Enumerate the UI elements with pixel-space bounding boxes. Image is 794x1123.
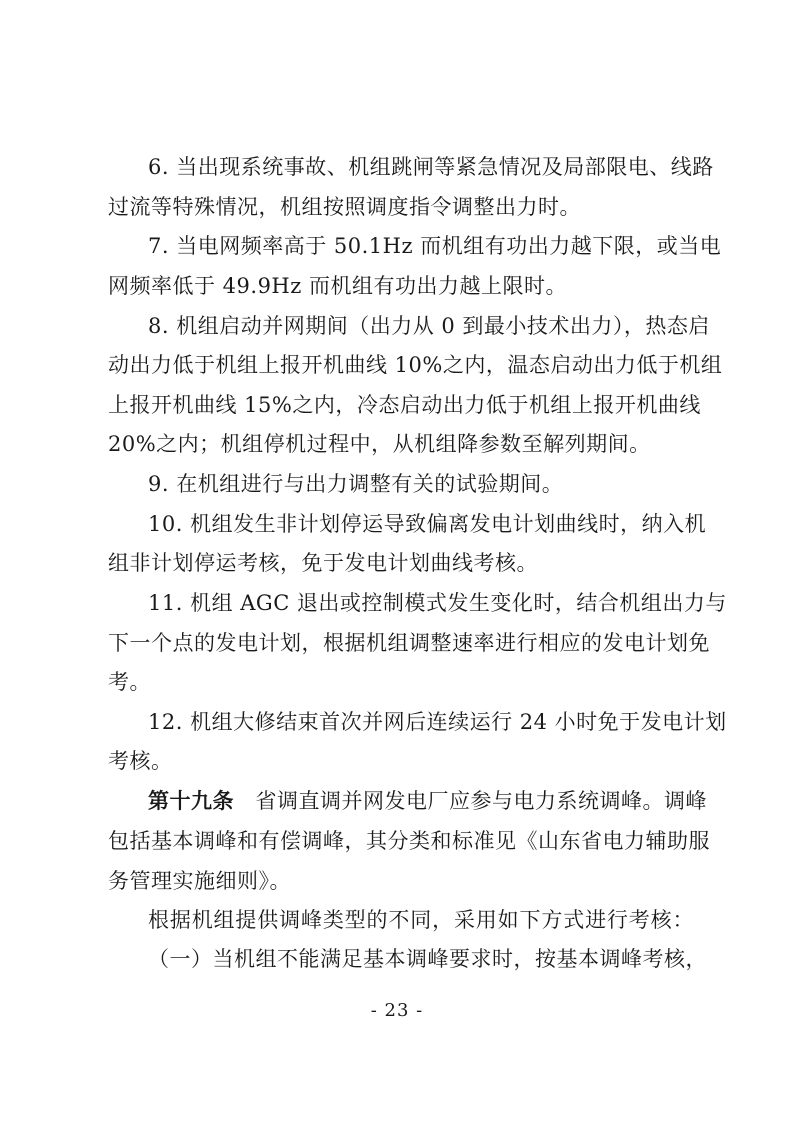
article-19-line-1	[148, 786, 707, 816]
item-11-line-2: 下一个点的发电计划，根据机组调整速率进行相应的发电计划免	[108, 631, 710, 655]
item-7-line-1: 7. 当电网频率高于 50.1Hz 而机组有功出力越下限，或当电	[148, 234, 722, 258]
item-11-line-1: 11. 机组 AGC 退出或控制模式发生变化时，结合机组出力与	[148, 591, 727, 615]
item-8-line-2: 动出力低于机组上报开机曲线 10%之内，温态启动出力低于机组	[108, 353, 723, 377]
assessment-intro: 根据机组提供调峰类型的不同，采用如下方式进行考核：	[148, 908, 694, 932]
item-10-line-1: 10. 机组发生非计划停运导致偏离发电计划曲线时，纳入机	[148, 512, 707, 536]
article-19-line-3: 务管理实施细则》。	[108, 869, 291, 893]
item-11-line-3: 考。	[108, 670, 151, 694]
article-text: 省调直调并网发电厂应参与电力系统调峰。调峰	[255, 789, 707, 813]
page-number: - 23 -	[370, 1000, 424, 1021]
item-8-line-3: 上报开机曲线 15%之内，冷态启动出力低于机组上报开机曲线	[108, 393, 701, 417]
item-6-line-1: 6. 当出现系统事故、机组跳闸等紧急情况及局部限电、线路	[148, 155, 714, 179]
item-10-line-2: 组非计划停运考核，免于发电计划曲线考核。	[108, 551, 538, 575]
assessment-item-1: （一）当机组不能满足基本调峰要求时，按基本调峰考核，	[148, 947, 707, 971]
item-7-line-2: 网频率低于 49.9Hz 而机组有功出力越上限时。	[108, 274, 567, 298]
article-heading: 第十九条	[148, 788, 234, 813]
item-6-line-2: 过流等特殊情况，机组按照调度指令调整出力时。	[108, 195, 581, 219]
item-8-line-4: 20%之内；机组停机过程中，从机组降参数至解列期间。	[108, 432, 651, 456]
item-12-line-1: 12. 机组大修结束首次并网后连续运行 24 小时免于发电计划	[148, 710, 727, 734]
item-9-line-1: 9. 在机组进行与出力调整有关的试验期间。	[148, 472, 564, 496]
item-12-line-2: 考核。	[108, 749, 173, 773]
article-spacer	[234, 789, 256, 813]
article-19-line-2: 包括基本调峰和有偿调峰，其分类和标准见《山东省电力辅助服	[108, 829, 710, 853]
item-8-line-1: 8. 机组启动并网期间（出力从 0 到最小技术出力），热态启	[148, 314, 710, 338]
